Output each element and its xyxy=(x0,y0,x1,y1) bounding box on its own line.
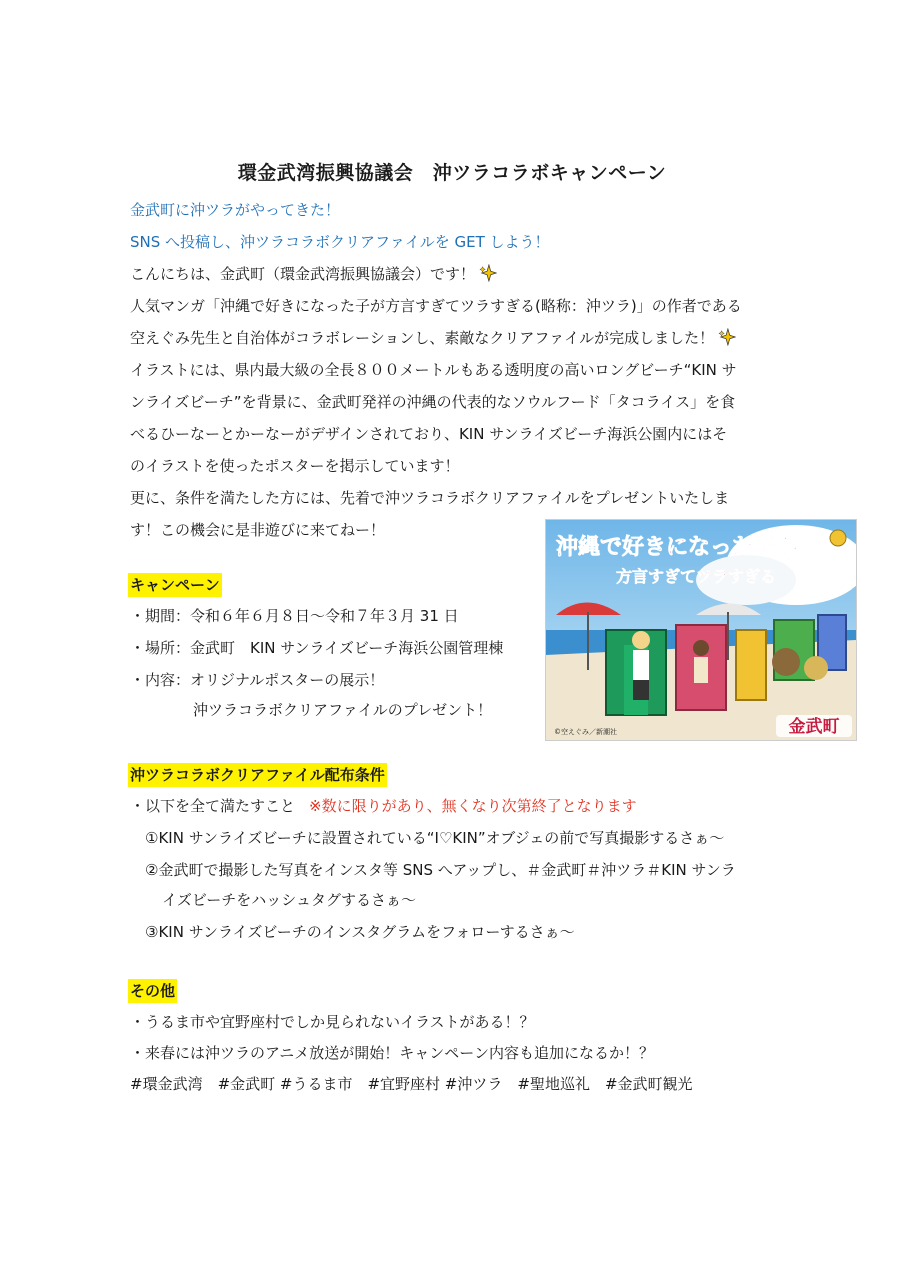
page-title: 環金武湾振興協議会 沖ツラコラボキャンペーン xyxy=(237,162,667,184)
conditions-lead: ・以下を全て満たすこと xyxy=(130,797,296,815)
conditions-heading: 沖ツラコラボクリアファイル配布条件 xyxy=(128,763,387,787)
poster-title-line2: 方言すぎてツラすぎる xyxy=(616,567,777,586)
other-heading: その他 xyxy=(128,979,177,1003)
campaign-period: ・期間：令和６年６月８日～令和７年３月 31 日 xyxy=(130,607,459,625)
intro-paragraph-line: 更に、条件を満たした方には、先着で沖ツラコラボクリアファイルをプレゼントいたしま xyxy=(130,489,730,507)
sparkle-icon xyxy=(479,264,497,282)
condition-1: ①KIN サンライズビーチに設置されている“I♡KIN”オブジェの前で写真撮影するさぁ～ xyxy=(145,829,725,847)
intro-paragraph-line: イラストには、県内最大級の全長８００メートルもある透明度の高いロングビーチ“KIN サ xyxy=(130,361,737,379)
intro-text: 空えぐみ先生と自治体がコラボレーションし、素敵なクリアファイルが完成しました！ xyxy=(130,329,715,347)
intro-paragraph-line: のイラストを使ったポスターを掲示しています！ xyxy=(130,457,460,475)
intro-paragraph-line: す！この機会に是非遊びに来てねー！ xyxy=(130,521,386,539)
intro-paragraph-line xyxy=(130,264,497,284)
poster-illustration xyxy=(545,519,857,741)
campaign-content: ・内容：オリジナルポスターの展示！ xyxy=(130,671,385,689)
hashtags: #環金武湾 #金武町 #うるま市 #宜野座村 #沖ツラ #聖地巡礼 #金武町観光 xyxy=(130,1075,693,1093)
conditions-lead-line xyxy=(130,796,637,816)
intro-paragraph-line: 人気マンガ「沖縄で好きになった子が方言すぎてツラすぎる(略称：沖ツラ)」の作者である xyxy=(130,297,742,315)
intro-paragraph-line xyxy=(130,328,736,348)
campaign-heading: キャンペーン xyxy=(128,573,222,597)
other-item-2: ・来春には沖ツラのアニメ放送が開始！キャンペーン内容も追加になるか！？ xyxy=(130,1044,654,1062)
condition-2-cont: イズビーチをハッシュタグするさぁ～ xyxy=(162,891,416,909)
poster-credit: ©空えぐみ／新潮社 xyxy=(554,728,617,736)
intro-paragraph-line: ンライズビーチ”を背景に、金武町発祥の沖縄の代表的なソウルフード「タコライス」を食 xyxy=(130,393,736,411)
intro-paragraph-line: べるひーなーとかーなーがデザインされており、KIN サンライズビーチ海浜公園内にはそ xyxy=(130,425,728,443)
poster-place-label: 金武町 xyxy=(788,717,840,737)
condition-2: ②金武町で撮影した写真をインスタ等 SNS へアップし、＃金武町＃沖ツラ＃KIN サンラ xyxy=(145,861,736,879)
campaign-place: ・場所：金武町 KIN サンライズビーチ海浜公園管理棟 xyxy=(130,639,504,657)
intro-greeting: こんにちは、金武町（環金武湾振興協議会）です！ xyxy=(130,265,476,283)
condition-3: ③KIN サンライズビーチのインスタグラムをフォローするさぁ～ xyxy=(145,923,575,941)
sparkle-icon xyxy=(718,328,736,346)
intro-headline-1: 金武町に沖ツラがやってきた！ xyxy=(130,201,341,219)
campaign-content-detail: 沖ツラコラボクリアファイルのプレゼント！ xyxy=(193,701,493,719)
intro-headline-2: SNS へ投稿し、沖ツラコラボクリアファイルを GET しよう！ xyxy=(130,233,550,251)
poster-title-line1: 沖縄で好きになった子が xyxy=(556,534,799,560)
other-item-1: ・うるま市や宜野座村でしか見られないイラストがある！？ xyxy=(130,1013,535,1031)
conditions-note: ※数に限りがあり、無くなり次第終了となります xyxy=(309,797,637,815)
